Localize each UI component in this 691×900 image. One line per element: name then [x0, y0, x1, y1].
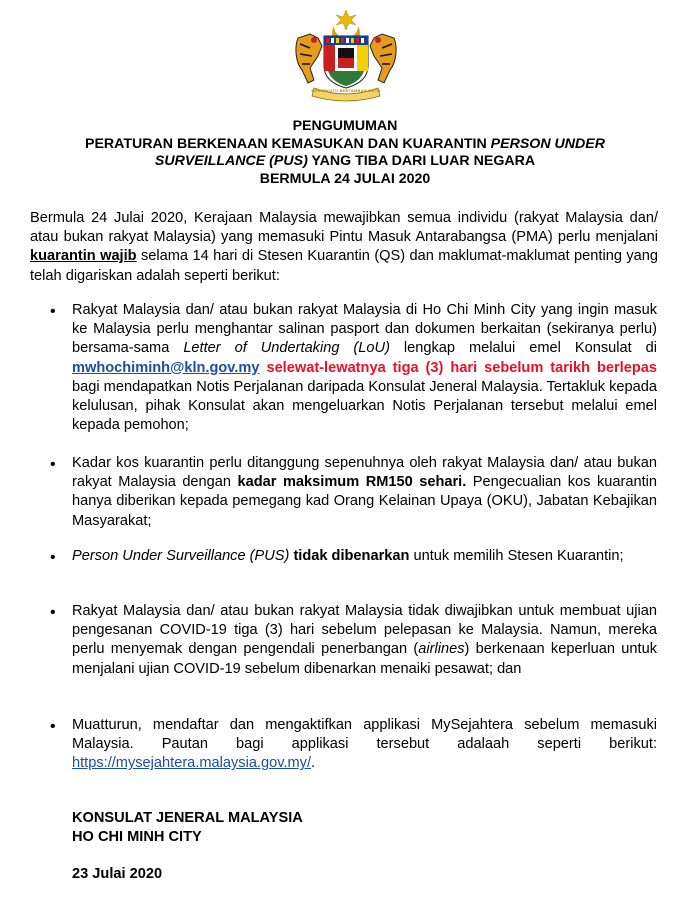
title-line-2	[30, 136, 660, 154]
intro-bold: kuarantin wajib	[30, 248, 137, 265]
list-item	[72, 547, 657, 566]
item-2-text-1: Kadar kos kuarantin perlu ditanggung sepenuhnya oleh rakyat Malaysia dan/ atau bukan rakyat Malaysia dengan	[72, 455, 657, 491]
email-link[interactable]: mwhochiminh@kln.gov.my	[72, 359, 260, 376]
intro-paragraph	[30, 209, 658, 286]
item-3-text-1: untuk memilih Stesen Kuarantin;	[413, 548, 624, 564]
list-item	[72, 301, 657, 435]
bullet-icon: •	[50, 549, 56, 566]
intro-text-2: selama 14 hari di Stesen Kuarantin (QS) dan maklumat-maklumat penting yang telah digariskan adalah seperti berikut:	[30, 248, 658, 284]
bullet-icon: •	[50, 303, 56, 320]
crest-motto: BERSEKUTU BERTAMBAH MUTU	[311, 88, 381, 93]
title-pengumuman: PENGUMUMAN	[292, 118, 398, 134]
list-item	[72, 716, 657, 774]
item-1-text-3: bagi mendapatkan Notis Perjalanan daripada Konsulat Jeneral Malaysia. Tertakluk kepada kelulusan, pihak Konsulat akan mengeluarkan Notis Perjalanan tersebut melalui emel kepada pemohon;	[72, 378, 657, 434]
bullet-icon: •	[50, 456, 56, 473]
item-1-italic: Letter of Undertaking (LoU)	[183, 340, 390, 357]
title-date: BERMULA 24 JULAI 2020	[259, 170, 431, 187]
bullet-icon: •	[50, 604, 56, 621]
item-4-italic: airlines	[418, 641, 465, 658]
right-tiger-icon	[370, 34, 396, 83]
item-2-bold: kadar maksimum RM150 sehari.	[237, 474, 467, 491]
title-line-3	[30, 153, 660, 171]
shield-icon	[324, 36, 368, 88]
item-5-text-1: Muatturun, mendaftar dan mengaktifkan applikasi MySejahtera sebelum memasuki Malaysia. Pautan bagi applikasi tersebut adalaah seperti berikut:	[72, 717, 657, 753]
title-line-2-italic: PERSON UNDER	[490, 135, 605, 152]
intro-text-1: Bermula 24 Julai 2020, Kerajaan Malaysia mewajibkan semua individu (rakyat Malaysia dan/ atau bukan rakyat Malaysia) yang memasuki Pintu Masuk Antarabangsa (PMA) perlu menjalani	[30, 210, 658, 246]
item-4-text-1: Rakyat Malaysia dan/ atau bukan rakyat Malaysia tidak diwajibkan untuk membuat ujian pengesanan COVID-19 tiga (3) hari sebelum pelepasan ke Malaysia. Namun, mereka perlu menyemak dengan pengendali penerbangan (	[72, 603, 657, 658]
title-line-3-text: YANG TIBA DARI LUAR NEGARA	[311, 153, 536, 169]
item-1-text-2: lengkap melalui emel Konsulat di	[403, 340, 657, 357]
list-item	[72, 454, 657, 531]
title-line-2-text: PERATURAN BERKENAAN KEMASUKAN DAN KUARANTIN	[85, 135, 487, 152]
item-1-deadline: selewat-lewatnya tiga (3) hari sebelum tarikh berlepas	[266, 359, 657, 376]
item-2-text-2: Pengecualian kos kuarantin hanya diberikan kepada pemegang kad Orang Kelainan Upaya (OKU), Jabatan Kebajikan Masyarakat;	[72, 474, 657, 529]
mysejahtera-link[interactable]: https://mysejahtera.malaysia.gov.my/	[72, 755, 311, 772]
bullet-icon: •	[50, 718, 56, 735]
signature-consulate: KONSULAT JENERAL MALAYSIA	[72, 810, 303, 826]
signature-city: HO CHI MINH CITY	[72, 829, 202, 845]
list-item	[72, 602, 657, 679]
signature-date: 23 Julai 2020	[72, 866, 163, 882]
item-3-bold: tidak dibenarkan	[293, 548, 410, 564]
item-5-text-2: .	[311, 755, 316, 772]
left-tiger-icon	[296, 34, 322, 83]
item-1-text-1: Rakyat Malaysia dan/ atau bukan rakyat Malaysia di Ho Chi Minh City yang ingin masuk ke Malaysia perlu menghantar salinan pasport dan dokumen berkaitan (sekiranya perlu) bersama-sama	[72, 302, 657, 357]
item-3-italic: Person Under Surveillance (PUS)	[72, 548, 290, 564]
title-line-3-italic: SURVEILLANCE (PUS)	[154, 153, 308, 169]
star-icon	[336, 10, 356, 30]
item-4-text-2: ) berkenaan keperluan untuk menjalani ujian COVID-19 sebelum dibenarkan menaiki pesawat; dan	[72, 641, 657, 677]
coat-of-arms	[288, 8, 404, 104]
